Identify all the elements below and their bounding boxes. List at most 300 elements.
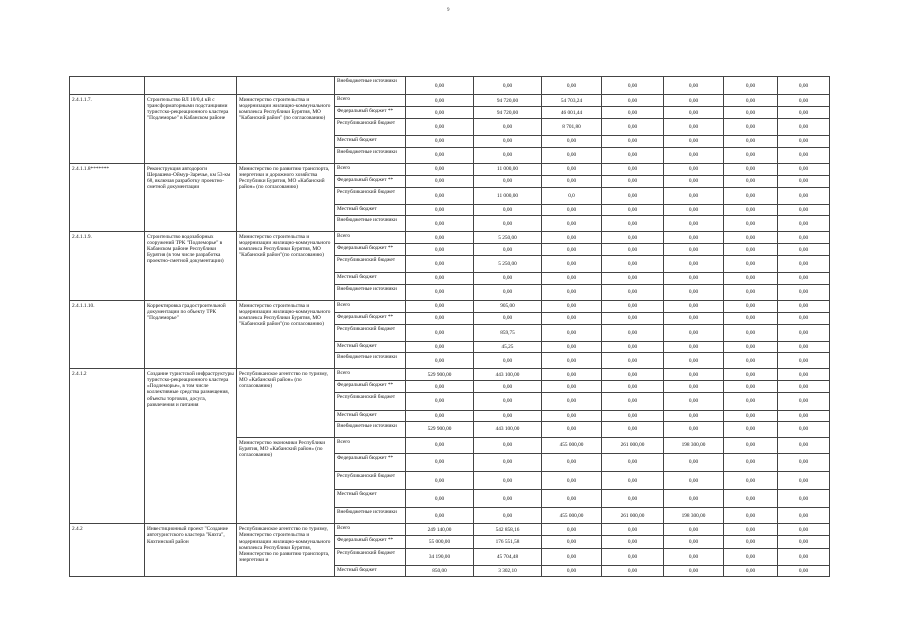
- amount-cell: 0,0: [542, 187, 602, 204]
- item-code: 2.4.1.1.9.: [70, 232, 145, 301]
- amount-cell: 0,00: [724, 524, 778, 536]
- amount-cell: 0,00: [602, 421, 664, 437]
- amount-cell: 5 250,00: [474, 256, 542, 273]
- amount-cell: 198 300,00: [664, 508, 724, 524]
- funding-source: Республиканский бюджет: [335, 471, 406, 489]
- amount-cell: 0,00: [778, 548, 830, 565]
- amount-cell: 0,00: [602, 273, 664, 284]
- amount-cell: 0,00: [778, 421, 830, 437]
- amount-cell: 55 000,00: [406, 536, 474, 548]
- amount-cell: 0,00: [602, 353, 664, 369]
- amount-cell: 0,00: [542, 421, 602, 437]
- amount-cell: 0,00: [602, 524, 664, 536]
- amount-cell: 0,00: [778, 284, 830, 300]
- funding-source: Всего: [335, 232, 406, 244]
- amount-cell: 0,00: [664, 136, 724, 147]
- amount-cell: 0,00: [406, 342, 474, 353]
- item-code: 2.4.1.1.8*******: [70, 163, 145, 232]
- amount-cell: 3 302,10: [474, 565, 542, 576]
- funding-source: Внебюджетные источники: [335, 216, 406, 232]
- funding-source: Внебюджетные источники: [335, 353, 406, 369]
- amount-cell: 0,00: [602, 410, 664, 421]
- amount-cell: 0,00: [724, 548, 778, 565]
- amount-cell: 0,00: [602, 342, 664, 353]
- amount-cell: 0,00: [724, 187, 778, 204]
- amount-cell: 0,00: [474, 244, 542, 256]
- funding-source: Всего: [335, 437, 406, 453]
- amount-cell: 0,00: [542, 524, 602, 536]
- amount-cell: 455 000,00: [542, 437, 602, 453]
- amount-cell: 0,00: [406, 410, 474, 421]
- item-name: Строительство водозаборных сооружений ТРК "Подлеморье" в Кабанском районе Республики Бурятия (в том числе разработка проектно-сметной документации): [145, 232, 237, 301]
- amount-cell: 0,00: [664, 163, 724, 175]
- item-code: 2.4.1.1.7.: [70, 95, 145, 164]
- amount-cell: 261 000,00: [602, 437, 664, 453]
- amount-cell: 0,00: [778, 300, 830, 312]
- amount-cell: 46 001,44: [542, 107, 602, 119]
- amount-cell: 0,00: [724, 95, 778, 107]
- amount-cell: 0,00: [778, 369, 830, 381]
- amount-cell: 0,00: [542, 324, 602, 341]
- amount-cell: 45,25: [474, 342, 542, 353]
- amount-cell: 0,00: [778, 312, 830, 324]
- amount-cell: 0,00: [778, 508, 830, 524]
- amount-cell: 0,00: [724, 536, 778, 548]
- amount-cell: 0,00: [406, 187, 474, 204]
- amount-cell: 0,00: [664, 107, 724, 119]
- amount-cell: 0,00: [724, 490, 778, 508]
- amount-cell: 0,00: [778, 324, 830, 341]
- amount-cell: 0,00: [474, 204, 542, 215]
- funding-source: Внебюджетные источники: [335, 147, 406, 163]
- item-code: 2.4.2: [70, 524, 145, 577]
- amount-cell: 0,00: [542, 369, 602, 381]
- funding-source: Федеральный бюджет **: [335, 107, 406, 119]
- amount-cell: 11 000,00: [474, 187, 542, 204]
- amount-cell: 176 551,58: [474, 536, 542, 548]
- amount-cell: 0,00: [664, 342, 724, 353]
- amount-cell: 0,00: [542, 273, 602, 284]
- funding-source: Внебюджетные источники: [335, 508, 406, 524]
- amount-cell: 0,00: [602, 147, 664, 163]
- amount-cell: 94 720,00: [474, 95, 542, 107]
- amount-cell: 0,00: [406, 175, 474, 187]
- amount-cell: 0,00: [778, 163, 830, 175]
- amount-cell: 0,00: [778, 147, 830, 163]
- amount-cell: 0,00: [406, 107, 474, 119]
- amount-cell: 0,00: [724, 147, 778, 163]
- amount-cell: 0,00: [664, 421, 724, 437]
- amount-cell: 0,00: [406, 324, 474, 341]
- amount-cell: 8 701,80: [542, 119, 602, 136]
- funding-source: Всего: [335, 163, 406, 175]
- amount-cell: 529 900,00: [406, 421, 474, 437]
- amount-cell: 0,00: [602, 490, 664, 508]
- amount-cell: 0,00: [602, 136, 664, 147]
- amount-cell: 0,00: [778, 471, 830, 489]
- funding-source: Федеральный бюджет **: [335, 453, 406, 471]
- amount-cell: 0,00: [664, 312, 724, 324]
- item-name: Реконструкция автодороги Шерашево-Оймур-Заречье, км 53-км 68, включая разработку проектно-сметной документации: [145, 163, 237, 232]
- funding-source: Федеральный бюджет **: [335, 536, 406, 548]
- amount-cell: 0,00: [778, 536, 830, 548]
- amount-cell: 859,75: [474, 324, 542, 341]
- funding-source: Республиканский бюджет: [335, 119, 406, 136]
- amount-cell: 0,00: [778, 490, 830, 508]
- funding-source: Всего: [335, 95, 406, 107]
- amount-cell: 0,00: [778, 353, 830, 369]
- amount-cell: 0,00: [664, 77, 724, 95]
- amount-cell: 0,00: [664, 95, 724, 107]
- amount-cell: 0,00: [406, 244, 474, 256]
- amount-cell: 0,00: [542, 136, 602, 147]
- funding-source: Федеральный бюджет **: [335, 175, 406, 187]
- amount-cell: 443 100,00: [474, 421, 542, 437]
- amount-cell: 0,00: [406, 119, 474, 136]
- funding-source: Местный бюджет: [335, 273, 406, 284]
- amount-cell: 0,00: [602, 453, 664, 471]
- amount-cell: 0,00: [602, 107, 664, 119]
- amount-cell: 0,00: [664, 244, 724, 256]
- amount-cell: 0,00: [778, 77, 830, 95]
- amount-cell: 0,00: [664, 524, 724, 536]
- amount-cell: 0,00: [474, 437, 542, 453]
- funding-source: Республиканский бюджет: [335, 393, 406, 410]
- amount-cell: 0,00: [664, 300, 724, 312]
- item-executor: Республиканское агентство по туризму, Министерство строительства и модернизации жилищно-коммунального комплекса Республики Бурятия, Министерство по развитию транспорта, энергетики и: [237, 524, 335, 577]
- amount-cell: 0,00: [778, 216, 830, 232]
- table-row: [70, 95, 830, 107]
- table-row: [70, 77, 830, 95]
- amount-cell: 0,00: [406, 353, 474, 369]
- amount-cell: 0,00: [542, 536, 602, 548]
- amount-cell: 0,00: [406, 256, 474, 273]
- amount-cell: 0,00: [474, 119, 542, 136]
- budget-table-body: [70, 77, 830, 577]
- amount-cell: 0,00: [474, 453, 542, 471]
- amount-cell: 0,00: [724, 453, 778, 471]
- amount-cell: 0,00: [778, 95, 830, 107]
- amount-cell: 0,00: [664, 324, 724, 341]
- amount-cell: 0,00: [602, 536, 664, 548]
- amount-cell: 0,00: [778, 342, 830, 353]
- amount-cell: 0,00: [664, 187, 724, 204]
- amount-cell: 0,00: [542, 300, 602, 312]
- amount-cell: 0,00: [664, 565, 724, 576]
- amount-cell: 0,00: [724, 119, 778, 136]
- amount-cell: 0,00: [664, 410, 724, 421]
- amount-cell: 0,00: [778, 232, 830, 244]
- amount-cell: 0,00: [602, 369, 664, 381]
- amount-cell: 0,00: [778, 381, 830, 393]
- item-executor: Министерство по развитию транспорта, энергетики и дорожного хозяйства Республики Бурятия, МО «Кабанский район» (по согласованию): [237, 163, 335, 232]
- amount-cell: 0,00: [474, 284, 542, 300]
- amount-cell: 261 000,00: [602, 508, 664, 524]
- amount-cell: 0,00: [664, 381, 724, 393]
- amount-cell: 0,00: [406, 393, 474, 410]
- amount-cell: 0,00: [474, 273, 542, 284]
- amount-cell: 0,00: [664, 232, 724, 244]
- funding-source: Всего: [335, 369, 406, 381]
- amount-cell: 0,00: [724, 565, 778, 576]
- amount-cell: 0,00: [724, 353, 778, 369]
- funding-source: Местный бюджет: [335, 136, 406, 147]
- table-row: [70, 369, 830, 381]
- amount-cell: 0,00: [724, 244, 778, 256]
- amount-cell: 0,00: [724, 204, 778, 215]
- amount-cell: 0,00: [778, 410, 830, 421]
- amount-cell: 0,00: [542, 548, 602, 565]
- item-executor: Министерство строительства и модернизации жилищно-коммунального комплекса Республики Бурятия, МО "Кабанский район" (по согласованию): [237, 95, 335, 164]
- amount-cell: 0,00: [602, 471, 664, 489]
- amount-cell: 5 250,00: [474, 232, 542, 244]
- table-row: [70, 232, 830, 244]
- amount-cell: 0,00: [602, 381, 664, 393]
- amount-cell: 34 190,00: [406, 548, 474, 565]
- funding-source: Республиканский бюджет: [335, 256, 406, 273]
- amount-cell: 0,00: [542, 244, 602, 256]
- amount-cell: 0,00: [406, 453, 474, 471]
- amount-cell: 0,00: [724, 77, 778, 95]
- budget-table: [69, 76, 830, 577]
- amount-cell: 0,00: [474, 136, 542, 147]
- amount-cell: 0,00: [602, 187, 664, 204]
- amount-cell: 0,00: [474, 312, 542, 324]
- amount-cell: 11 000,00: [474, 163, 542, 175]
- amount-cell: 0,00: [778, 136, 830, 147]
- amount-cell: 0,00: [664, 393, 724, 410]
- amount-cell: 0,00: [542, 256, 602, 273]
- funding-source: Федеральный бюджет **: [335, 312, 406, 324]
- amount-cell: 0,00: [664, 490, 724, 508]
- funding-source: Местный бюджет: [335, 204, 406, 215]
- amount-cell: 0,00: [724, 136, 778, 147]
- amount-cell: 0,00: [474, 490, 542, 508]
- amount-cell: 0,00: [724, 437, 778, 453]
- amount-cell: 0,00: [542, 381, 602, 393]
- amount-cell: 0,00: [474, 77, 542, 95]
- funding-source: Местный бюджет: [335, 490, 406, 508]
- amount-cell: 529 900,00: [406, 369, 474, 381]
- amount-cell: 0,00: [778, 107, 830, 119]
- item-executor: Министерство строительства и модернизации жилищно-коммунального комплекса Республики Бурятия, МО "Кабанский район"(по согласованию): [237, 300, 335, 369]
- amount-cell: 0,00: [602, 119, 664, 136]
- amount-cell: 0,00: [664, 119, 724, 136]
- amount-cell: 0,00: [474, 393, 542, 410]
- amount-cell: 0,00: [602, 175, 664, 187]
- amount-cell: 0,00: [542, 565, 602, 576]
- amount-cell: 0,00: [724, 369, 778, 381]
- item-executor: Министерство экономики Республики Бурятия, МО «Кабанский район» (по согласованию): [237, 437, 335, 524]
- amount-cell: 905,00: [474, 300, 542, 312]
- amount-cell: 0,00: [602, 300, 664, 312]
- funding-source: Всего: [335, 524, 406, 536]
- amount-cell: 0,00: [542, 232, 602, 244]
- amount-cell: 0,00: [724, 300, 778, 312]
- amount-cell: 0,00: [474, 508, 542, 524]
- amount-cell: 443 100,00: [474, 369, 542, 381]
- amount-cell: 0,00: [602, 163, 664, 175]
- amount-cell: 0,00: [406, 437, 474, 453]
- item-code: 2.4.1.2: [70, 369, 145, 524]
- amount-cell: 0,00: [664, 453, 724, 471]
- amount-cell: 0,00: [724, 471, 778, 489]
- item-code: 2.4.1.1.10.: [70, 300, 145, 369]
- amount-cell: 0,00: [602, 232, 664, 244]
- amount-cell: 0,00: [602, 95, 664, 107]
- amount-cell: 0,00: [602, 204, 664, 215]
- amount-cell: 0,00: [724, 232, 778, 244]
- amount-cell: 0,00: [724, 175, 778, 187]
- amount-cell: 0,00: [542, 393, 602, 410]
- amount-cell: 0,00: [542, 216, 602, 232]
- amount-cell: 0,00: [474, 216, 542, 232]
- amount-cell: 0,00: [724, 312, 778, 324]
- table-row: [70, 300, 830, 312]
- funding-source: Внебюджетные источники: [335, 284, 406, 300]
- amount-cell: 0,00: [474, 381, 542, 393]
- funding-source: Внебюджетные источники: [335, 77, 406, 95]
- page-number: 9: [447, 8, 450, 13]
- amount-cell: 0,00: [602, 244, 664, 256]
- amount-cell: 0,00: [664, 216, 724, 232]
- funding-source: Всего: [335, 300, 406, 312]
- amount-cell: 0,00: [602, 256, 664, 273]
- amount-cell: 0,00: [724, 421, 778, 437]
- amount-cell: 0,00: [778, 393, 830, 410]
- amount-cell: 0,00: [778, 119, 830, 136]
- amount-cell: 0,00: [542, 175, 602, 187]
- amount-cell: 0,00: [474, 410, 542, 421]
- amount-cell: 0,00: [724, 256, 778, 273]
- amount-cell: 0,00: [602, 312, 664, 324]
- amount-cell: 0,00: [724, 393, 778, 410]
- amount-cell: 54 703,24: [542, 95, 602, 107]
- amount-cell: 0,00: [474, 353, 542, 369]
- amount-cell: 0,00: [778, 273, 830, 284]
- amount-cell: 45 704,48: [474, 548, 542, 565]
- amount-cell: 0,00: [602, 216, 664, 232]
- amount-cell: 94 720,00: [474, 107, 542, 119]
- amount-cell: 0,00: [664, 147, 724, 163]
- amount-cell: 0,00: [664, 175, 724, 187]
- amount-cell: 0,00: [602, 284, 664, 300]
- amount-cell: 0,00: [406, 490, 474, 508]
- amount-cell: 0,00: [406, 216, 474, 232]
- funding-source: Местный бюджет: [335, 565, 406, 576]
- amount-cell: 0,00: [664, 471, 724, 489]
- amount-cell: 0,00: [724, 284, 778, 300]
- item-name: Корректировка градостроительной документации по объекту ТРК "Подлеморье": [145, 300, 237, 369]
- amount-cell: 0,00: [664, 369, 724, 381]
- amount-cell: 0,00: [664, 273, 724, 284]
- item-name: Создание туристской инфраструктуры туристско-рекреационного кластера «Подлеморье», в том числе коллективные средства размещения, объекты торговли, досуга, развлечения и питания: [145, 369, 237, 524]
- amount-cell: 0,00: [778, 244, 830, 256]
- amount-cell: 0,00: [602, 393, 664, 410]
- amount-cell: 0,00: [406, 273, 474, 284]
- amount-cell: 0,00: [406, 508, 474, 524]
- amount-cell: 0,00: [602, 77, 664, 95]
- funding-source: Республиканский бюджет: [335, 324, 406, 341]
- funding-source: Внебюджетные источники: [335, 421, 406, 437]
- amount-cell: 0,00: [406, 232, 474, 244]
- amount-cell: 455 000,00: [542, 508, 602, 524]
- amount-cell: 0,00: [406, 284, 474, 300]
- amount-cell: 0,00: [406, 163, 474, 175]
- amount-cell: 0,00: [406, 77, 474, 95]
- amount-cell: 0,00: [778, 453, 830, 471]
- amount-cell: 0,00: [778, 437, 830, 453]
- amount-cell: 542 858,16: [474, 524, 542, 536]
- item-name: [145, 77, 237, 95]
- amount-cell: 0,00: [664, 548, 724, 565]
- amount-cell: 249 140,00: [406, 524, 474, 536]
- amount-cell: 0,00: [724, 163, 778, 175]
- amount-cell: 0,00: [724, 216, 778, 232]
- amount-cell: 0,00: [778, 175, 830, 187]
- amount-cell: 0,00: [542, 490, 602, 508]
- amount-cell: 0,00: [778, 187, 830, 204]
- amount-cell: 0,00: [724, 508, 778, 524]
- amount-cell: 0,00: [474, 147, 542, 163]
- amount-cell: 0,00: [664, 256, 724, 273]
- amount-cell: 0,00: [474, 471, 542, 489]
- amount-cell: 850,00: [406, 565, 474, 576]
- item-executor: Министерство строительства и модернизации жилищно-коммунального комплекса Республики Бурятия, МО "Кабанский район"(по согласованию): [237, 232, 335, 301]
- amount-cell: 0,00: [602, 324, 664, 341]
- amount-cell: 0,00: [406, 204, 474, 215]
- amount-cell: 0,00: [542, 163, 602, 175]
- amount-cell: 0,00: [406, 471, 474, 489]
- amount-cell: 0,00: [542, 284, 602, 300]
- amount-cell: 0,00: [664, 204, 724, 215]
- amount-cell: 0,00: [542, 410, 602, 421]
- amount-cell: 0,00: [602, 548, 664, 565]
- item-executor: Республиканское агентство по туризму, МО «Кабанский район» (по согласованию): [237, 369, 335, 438]
- amount-cell: 0,00: [724, 107, 778, 119]
- amount-cell: 0,00: [542, 204, 602, 215]
- amount-cell: 0,00: [664, 353, 724, 369]
- amount-cell: 0,00: [778, 565, 830, 576]
- amount-cell: 0,00: [664, 536, 724, 548]
- item-code: [70, 77, 145, 95]
- amount-cell: 0,00: [406, 381, 474, 393]
- amount-cell: 0,00: [724, 342, 778, 353]
- amount-cell: 0,00: [724, 381, 778, 393]
- funding-source: Федеральный бюджет **: [335, 381, 406, 393]
- funding-source: Федеральный бюджет **: [335, 244, 406, 256]
- amount-cell: 0,00: [664, 284, 724, 300]
- table-row: [70, 163, 830, 175]
- amount-cell: 0,00: [406, 300, 474, 312]
- item-name: Инвестиционный проект "Создание автотуристского кластера "Кяхта", Кяхтинский район: [145, 524, 237, 577]
- amount-cell: 0,00: [406, 136, 474, 147]
- funding-source: Республиканский бюджет: [335, 548, 406, 565]
- amount-cell: 0,00: [724, 273, 778, 284]
- amount-cell: 0,00: [542, 342, 602, 353]
- amount-cell: 0,00: [542, 312, 602, 324]
- amount-cell: 0,00: [542, 471, 602, 489]
- funding-source: Местный бюджет: [335, 342, 406, 353]
- amount-cell: 0,00: [724, 410, 778, 421]
- table-row: [70, 524, 830, 536]
- amount-cell: 0,00: [542, 147, 602, 163]
- amount-cell: 0,00: [778, 524, 830, 536]
- amount-cell: 0,00: [778, 256, 830, 273]
- amount-cell: 0,00: [474, 175, 542, 187]
- item-executor: [237, 77, 335, 95]
- amount-cell: 0,00: [406, 95, 474, 107]
